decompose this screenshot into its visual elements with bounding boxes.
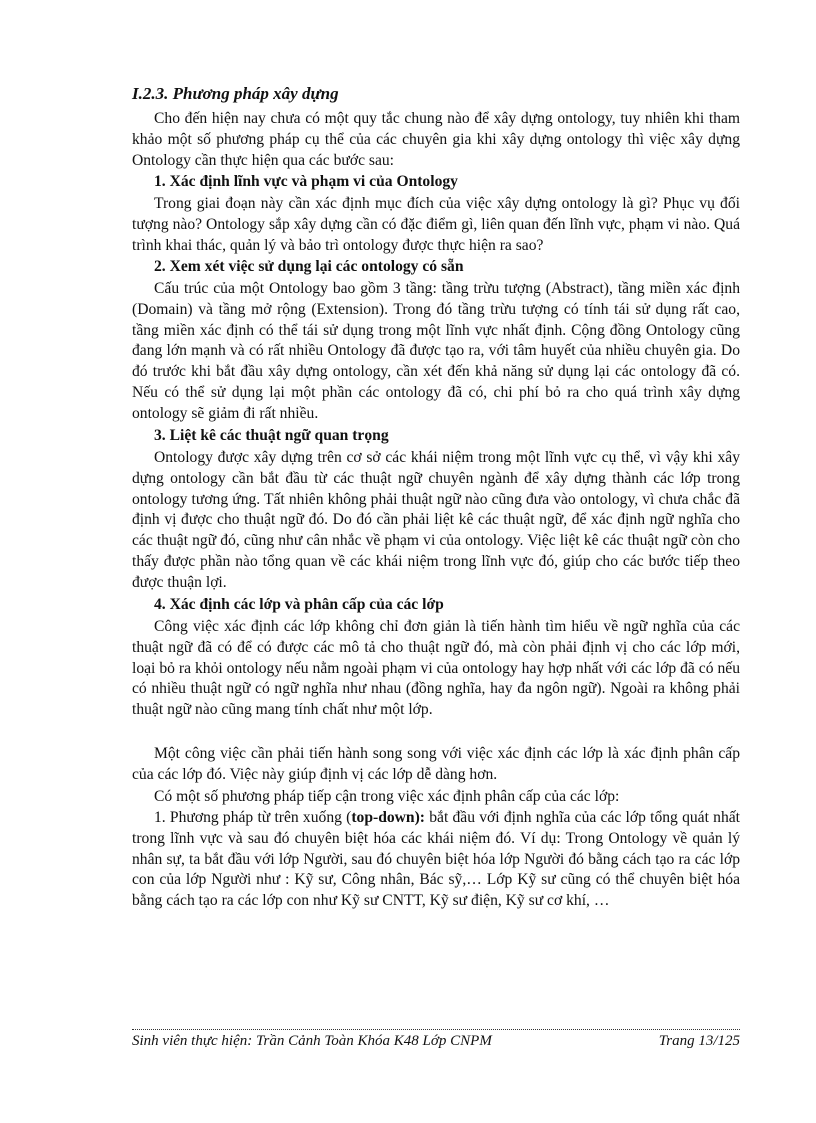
approach-1-term: top-down): (351, 809, 425, 826)
footer-divider (132, 1029, 740, 1030)
approach-1-prefix: 1. Phương pháp từ trên xuống ( (154, 809, 352, 826)
step-1-title: 1. Xác định lĩnh vực và phạm vi của Ontology (154, 173, 458, 190)
approach-1-body: bắt đầu với định nghĩa của các lớp tổng quát nhất trong lĩnh vực và sau đó chuyên biệt hóa các khái niệm đó. Ví dụ: Trong Ontology về quản lý nhân sự, ta bắt đầu với lớp Người, sau đó chuyên biệt hóa lớp Người đó bằng cách tạo ra các lớp con của lớp Người như : Kỹ sư, Công nhân, Bác sỹ,… Lớp Kỹ sư cũng có thể chuyên biệt hóa bằng cách tạo ra các lớp con như Kỹ sư CNTT, Kỹ sư điện, Kỹ sư cơ khí, … (132, 809, 740, 910)
step-3-body: Ontology được xây dựng trên cơ sở các khái niệm trong một lĩnh vực cụ thể, vì vậy khi xây dựng ontology cần bắt đầu từ các thuật ngữ chuyên ngành để xây dựng thành các lớp trong ontology tương ứng. Tất nhiên không phải thuật ngữ nào cũng đưa vào ontology, vì chưa chắc đã định vị được cho thuật ngữ đó. Do đó cần phải liệt kê các thuật ngữ, để xác định ngữ nghĩa cho các thuật ngữ đó, cũng như cân nhắc về phạm vi của ontology. Việc liệt kê các thuật ngữ còn cho thấy được phần nào tổng quan về các khái niệm trong lĩnh vực đó, giúp cho các bước tiếp theo được thuận lợi. (132, 449, 740, 591)
approach-1-paragraph (132, 808, 740, 912)
footer-page-number: Trang 13/125 (658, 1033, 740, 1049)
step-4-title: 4. Xác định các lớp và phân cấp của các lớp (154, 596, 444, 613)
section-heading: I.2.3. Phương pháp xây dựng (132, 84, 339, 103)
parallel-paragraph: Một công việc cần phải tiến hành song song với việc xác định các lớp là xác định phân cấp của các lớp đó. Việc này giúp định vị các lớp dễ dàng hơn. (132, 745, 740, 783)
step-2-title: 2. Xem xét việc sử dụng lại các ontology có sẵn (154, 258, 464, 275)
footer-author: Sinh viên thực hiện: Trần Cảnh Toàn Khóa K48 Lớp CNPM (132, 1033, 492, 1049)
intro-paragraph: Cho đến hiện nay chưa có một quy tắc chung nào để xây dựng ontology, tuy nhiên khi tham khảo một số phương pháp cụ thể của các chuyên gia khi xây dựng ontology thì việc xây dựng Ontology cần thực hiện qua các bước sau: (132, 110, 740, 169)
step-3-title: 3. Liệt kê các thuật ngữ quan trọng (154, 427, 389, 444)
step-1-body: Trong giai đoạn này cần xác định mục đích của việc xây dựng ontology là gì? Phục vụ đối tượng nào? Ontology sắp xây dựng cần có đặc điểm gì, liên quan đến lĩnh vực, phạm vi nào. Quá trình khai thác, quản lý và bảo trì ontology được thực hiện ra sao? (132, 195, 740, 254)
step-2-body: Cấu trúc của một Ontology bao gồm 3 tầng: tầng trừu tượng (Abstract), tầng miền xác định (Domain) và tầng mở rộng (Extension). Trong đó tầng trừu tượng có tính tái sử dụng rất cao, tầng miền xác định có thể tái sử dụng trong một lĩnh vực nhất định. Cộng đồng Ontology cũng đang lớn mạnh và có rất nhiều Ontology đã được tạo ra, với tâm huyết của nhiều chuyên gia. Do đó trước khi bắt đầu xây dựng ontology, cần xét đến khả năng sử dụng lại các ontology đã có. Nếu có thể sử dụng lại một phần các ontology đã có, chi phí bỏ ra cho quá trình xây dựng ontology sẽ giảm đi rất nhiều. (132, 280, 740, 422)
approaches-paragraph: Có một số phương pháp tiếp cận trong việc xác định phân cấp của các lớp: (154, 788, 620, 805)
step-4-body: Công việc xác định các lớp không chỉ đơn giản là tiến hành tìm hiểu về ngữ nghĩa của các thuật ngữ đã có để có được các mô tả cho thuật ngữ đó, mà còn phải định vị cho các lớp mới, loại bỏ ra khỏi ontology nếu nằm ngoài phạm vi của ontology hay hợp nhất với các lớp đã có nếu có nhiều thuật ngữ có ngữ nghĩa như nhau (đồng nghĩa, hay đa ngôn ngữ). Ngoài ra không phải thuật ngữ nào cũng mang tính chất như một lớp. (132, 618, 740, 719)
